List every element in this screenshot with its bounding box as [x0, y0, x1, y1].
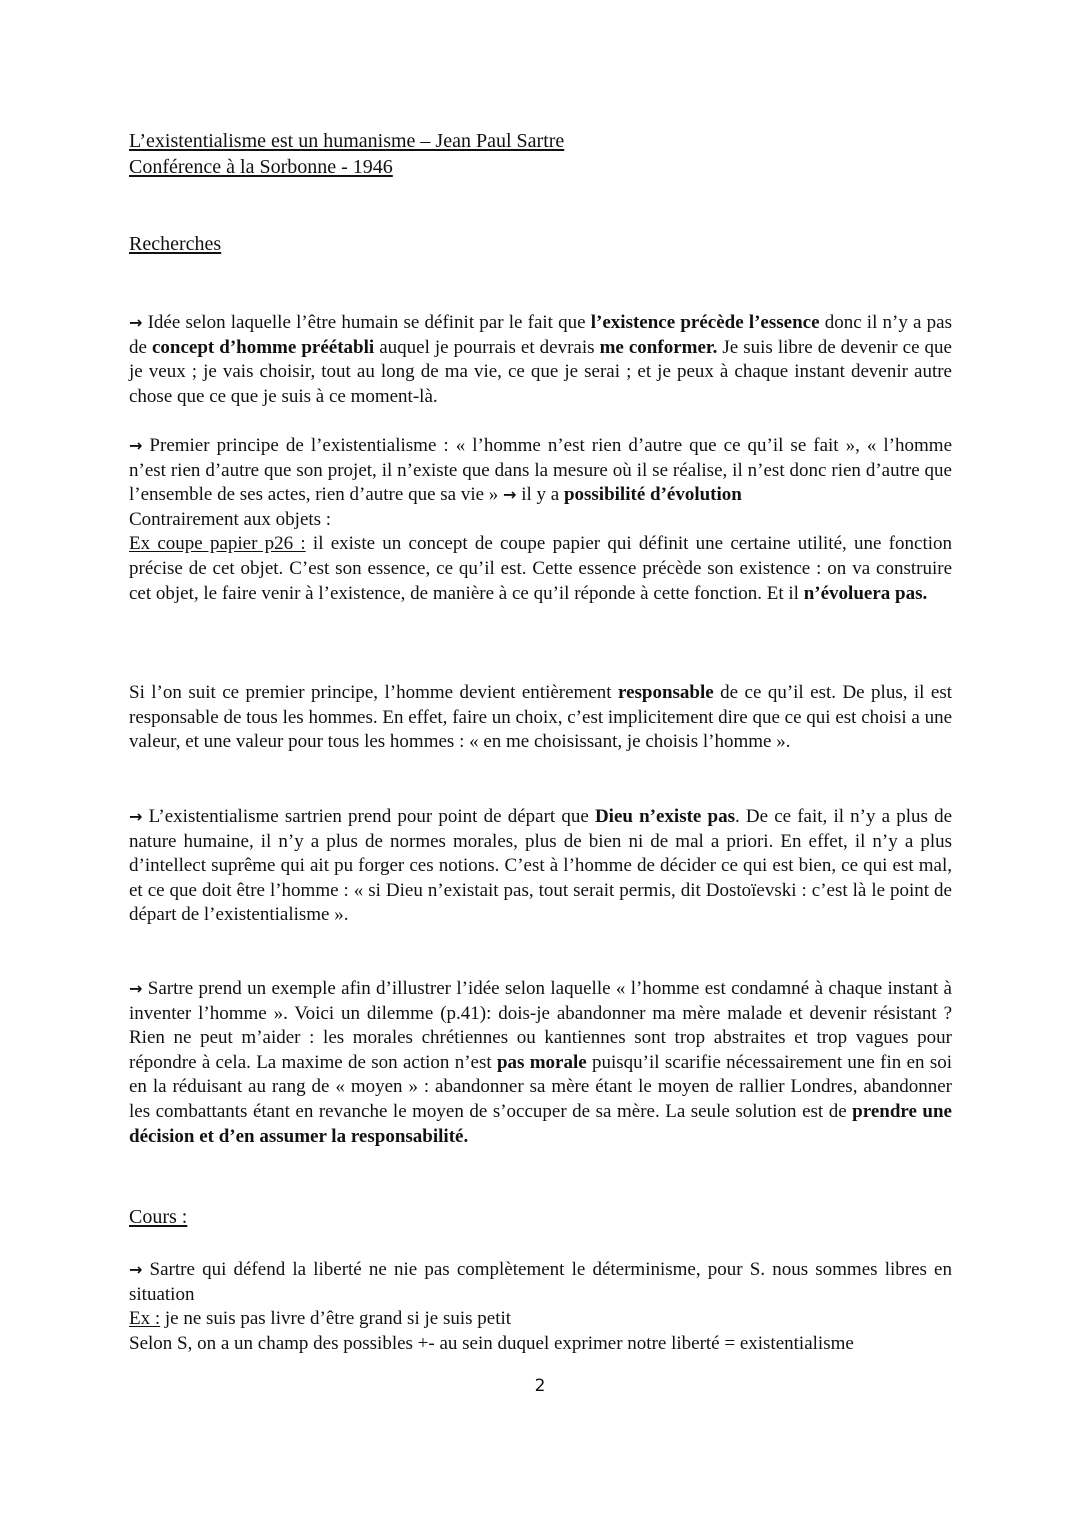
arrow-icon: → — [129, 979, 143, 998]
arrow-icon: → — [503, 485, 517, 505]
recherches-heading — [129, 232, 952, 257]
bold-phrase: responsable — [617, 682, 714, 703]
arrow-icon: → — [129, 807, 143, 826]
bold-phrase: l’existence précède l’essence — [590, 312, 820, 333]
arrow-icon: → — [129, 313, 143, 332]
arrow-icon: → — [129, 436, 143, 455]
recherches-heading-text: Recherches — [129, 233, 222, 255]
title-line-2: Conférence à la Sorbonne - 1946 — [129, 156, 393, 178]
paragraph-first-principle: → Premier principe de l’existentialisme : « l’homme n’est rien d’autre que ce qu’il se fait », « l’homme n’est rien d’autre que son projet, il n’existe que dans la mesure où il se réalise, il n’est donc rien d’autre que l’ensemble de ses actes, rien d’autre que sa vie » → il y a possibilité d’évolution Contrairement aux objets : Ex coupe papier p26 : il existe un concept de coupe papier qui définit une certaine utilité, une fonction précise de cet objet. C’est son essence, ce qu’il est. Cette essence précède son existence : on va construire cet objet, le faire venir à l’existence, de manière à ce qu’il réponde à cette fonction. Et il n’évoluera pas. — [129, 435, 952, 604]
bold-phrase: Dieu n’existe pas — [594, 806, 735, 827]
bold-phrase: concept d’homme préétabli — [151, 336, 375, 358]
paragraph-dilemma-example: → Sartre prend un exemple afin d’illustrer l’idée selon laquelle « l’homme est condamné à chaque instant à inventer l’homme ». Voici un dilemme (p.41): dois-je abandonner ma mère malade et devenir résistant ? Rien ne peut m’aider : les morales chrétiennes ou kantiennes sont trop abstraites et trop vagues pour répondre à cela. La maxime de son action n’est pas morale puisqu’il scarifie nécessairement une fin en soi en la réduisant au rang de « moyen » : abandonner sa mère étant le moyen de rallier Londres, abandonner les combattants étant en revanche le moyen de s’occuper de sa mère. La seule solution est de prendre une décision et d’en assumer la responsabilité. — [129, 978, 952, 1147]
paragraph-god-does-not-exist: → L’existentialisme sartrien prend pour point de départ que Dieu n’existe pas. De ce fait, il n’y a plus de nature humaine, il n’y a plus de normes morales, plus de bien ni de mal a priori. En effet, il n’y a plus d’intellect suprême qui ait pu forger ces notions. C’est à l’homme de décider ce qui est bien, ce qui est mal, et ce que doit être l’homme : « si Dieu n’existait pas, tout serait permis, dit Dostoïevski : c’est là le point de départ de l’existentialisme ». — [129, 806, 952, 926]
cours-heading — [129, 1205, 952, 1230]
document-title — [129, 128, 952, 180]
bold-phrase: possibilité d’évolution — [563, 484, 742, 506]
example-label: Ex coupe papier p26 : — [129, 533, 306, 555]
bold-phrase: me conformer. — [599, 336, 718, 358]
arrow-icon: → — [129, 1260, 143, 1279]
example-label: Ex : — [129, 1308, 161, 1330]
paragraph-determinism: → Sartre qui défend la liberté ne nie pas complètement le déterminisme, pour S. nous sommes libres en situation Ex : je ne suis pas livre d’être grand si je suis petit Selon S, on a un champ des possibles +- au sein duquel exprimer notre liberté = existentialisme — [129, 1258, 952, 1356]
page-number: 2 — [534, 1376, 546, 1396]
bold-phrase: pas morale — [496, 1051, 587, 1073]
cours-heading-text: Cours : — [129, 1206, 188, 1228]
conclusion-line: Selon S, on a un champ des possibles +- au sein duquel exprimer notre liberté = existentialisme — [129, 1332, 854, 1354]
paragraph-existence-precedes-essence: → Idée selon laquelle l’être humain se définit par le fait que l’existence précède l’essence donc il n’y a pas de concept d’homme préétabli auquel je pourrais et devrais me conformer. Je suis libre de devenir ce que je veux ; je vais choisir, tout au long de ma vie, ce que je serai ; et je peux à chaque instant devenir autre chose que ce que je suis à ce moment-là. — [129, 312, 953, 407]
bold-phrase: n’évoluera pas. — [803, 582, 928, 604]
title-line-1: L’existentialisme est un humanisme – Jean Paul Sartre — [129, 130, 565, 152]
bold-phrase: prendre une décision et d’en assumer la responsabilité. — [129, 1100, 952, 1147]
contrast-line: Contrairement aux objets : — [129, 508, 332, 530]
paragraph-responsibility: Si l’on suit ce premier principe, l’homme devient entièrement responsable de ce qu’il est. De plus, il est responsable de tous les hommes. En effet, faire un choix, c’est implicitement dire que ce qui est choisi a une valeur, et une valeur pour tous les hommes : « en me choisissant, je choisis l’homme ». — [129, 682, 952, 753]
